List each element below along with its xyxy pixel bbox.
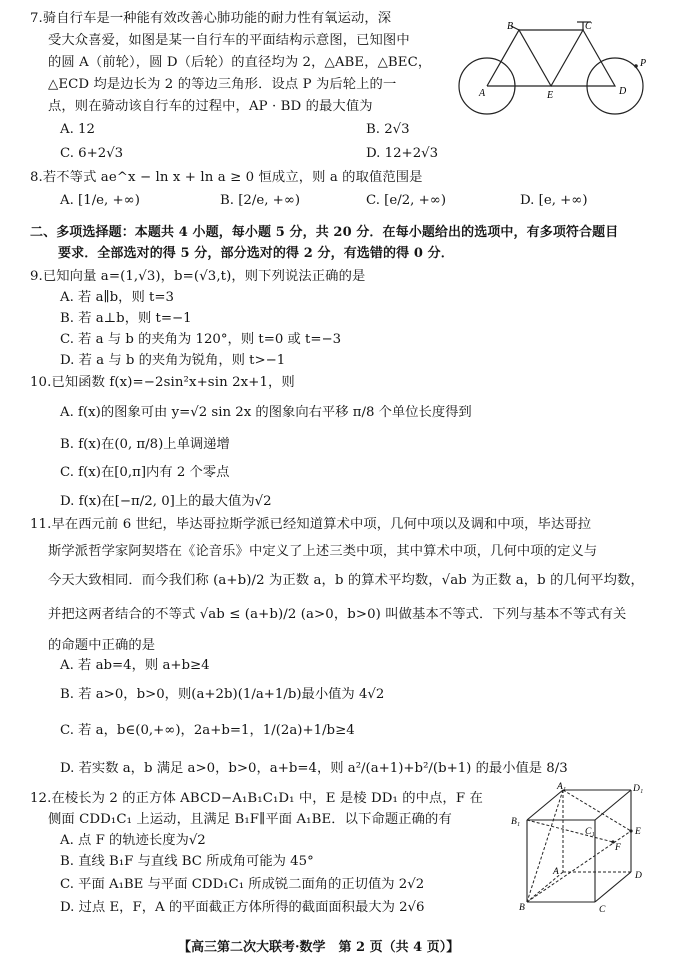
triangle-ecd (551, 30, 615, 86)
q8-stem: 8.若不等式 ae^x − ln x + ln a ≥ 0 恒成立，则 a 的取值范围是 (30, 170, 423, 185)
q10-stem: 10.已知函数 f(x)=−2sin²x+sin 2x+1，则 (30, 375, 295, 390)
q12-option-b: B. 直线 B₁F 与直线 BC 所成角可能为 45° (60, 854, 314, 869)
edge-d1-c1 (595, 790, 631, 820)
triangle-bec (519, 30, 583, 86)
q8-option-b: B. [2/e, +∞) (220, 193, 301, 208)
page-footer: 【高三第二次大联考·数学 第 2 页（共 4 页）】 (178, 940, 460, 955)
line-b-e (527, 831, 631, 902)
label-b: B (507, 21, 514, 32)
label-d1: D₁ (633, 784, 644, 794)
label-b: B (519, 903, 525, 913)
q11-line-4: 并把这两者结合的不等式 √ab ≤ (a+b)/2 (a>0，b>0) 叫做基本不等式．下列与基本不等式有关 (48, 607, 627, 622)
q11-line-2: 斯学派哲学家阿契塔在《论音乐》中定义了上述三类中项，其中算术中项，几何中项的定义与 (48, 544, 598, 559)
q11-line-5: 的命题中正确的是 (48, 638, 156, 653)
label-e: E (547, 90, 554, 101)
edge-a1-b1 (527, 790, 563, 820)
q11-line-1: 11.早在西元前 6 世纪，毕达哥拉斯学派已经知道算术中项，几何中项以及调和中项，毕达哥拉 (30, 517, 592, 532)
line-b1-f (527, 820, 613, 842)
q7-option-b: B. 2√3 (366, 122, 410, 137)
q12-option-a: A. 点 F 的轨迹长度为√2 (60, 833, 206, 848)
bicycle-diagram (455, 8, 655, 120)
q12-option-d: D. 过点 E，F，A 的平面截正方体所得的截面面积最大为 2√6 (60, 900, 425, 915)
label-d: D (619, 86, 627, 97)
q9-option-d: D. 若 a 与 b 的夹角为锐角，则 t>−1 (60, 353, 286, 368)
q8-option-c: C. [e/2, +∞) (366, 193, 447, 208)
q11-option-c: C. 若 a，b∈(0,+∞)，2a+b=1，1/(2a)+1/b≥4 (60, 723, 355, 738)
q8-option-a: A. [1/e, +∞) (60, 193, 140, 208)
q10-option-d: D. f(x)在[−π/2, 0]上的最大值为√2 (60, 494, 272, 509)
label-d: D (635, 871, 642, 881)
label-e: E (635, 827, 641, 837)
line-a1-b (527, 790, 563, 902)
label-a1: A₁ (557, 782, 567, 792)
q9-option-c: C. 若 a 与 b 的夹角为 120°，则 t=0 或 t=−3 (60, 332, 342, 347)
cube-diagram (505, 782, 675, 914)
triangle-abe (487, 30, 551, 86)
section-2-line-1: 二、多项选择题：本题共 4 小题，每小题 5 分，共 20 分．在每小题给出的选项中，有多项符合题目 (30, 225, 619, 240)
q10-option-c: C. f(x)在[0,π]内有 2 个零点 (60, 465, 230, 480)
q10-option-a: A. f(x)的图象可由 y=√2 sin 2x 的图象向右平移 π/8 个单位长度得到 (60, 405, 472, 420)
q11-option-b: B. 若 a>0，b>0，则(a+2b)(1/a+1/b)最小值为 4√2 (60, 687, 385, 702)
q10-option-b: B. f(x)在(0, π/8)上单调递增 (60, 437, 230, 452)
q9-stem: 9.已知向量 a=(1,√3)，b=(√3,t)，则下列说法正确的是 (30, 269, 366, 284)
q7-line-3: 的圆 A（前轮），圆 D（后轮）的直径均为 2，△ABE，△BEC， (48, 55, 432, 70)
label-b1: B₁ (511, 817, 521, 827)
q8-option-d: D. [e, +∞) (520, 193, 588, 208)
label-c: C (599, 905, 606, 914)
q9-option-a: A. 若 a∥b，则 t=3 (60, 290, 174, 305)
point-p (634, 64, 638, 68)
q7-line-2: 受大众喜爱，如图是某一自行车的平面结构示意图，已知图中 (48, 33, 410, 48)
q11-option-d: D. 若实数 a，b 满足 a>0，b>0，a+b=4，则 a²/(a+1)+b²/(b+1) 的最小值是 8/3 (60, 761, 568, 776)
edge-d-c (595, 872, 631, 902)
q7-line-4: △ECD 均是边长为 2 的等边三角形．设点 P 为后轮上的一 (48, 77, 397, 92)
point-e (629, 829, 632, 832)
q9-option-b: B. 若 a⊥b，则 t=−1 (60, 311, 192, 326)
q12-line-1: 12.在棱长为 2 的正方体 ABCD−A₁B₁C₁D₁ 中，E 是棱 DD₁ 的中点，F 在 (30, 791, 483, 806)
label-a: A (553, 867, 559, 877)
q11-line-3: 今天大致相同．而今我们称 (a+b)/2 为正数 a，b 的算术平均数，√ab 为正数 a，b 的几何平均数， (48, 573, 644, 588)
q11-option-a: A. 若 ab=4，则 a+b≥4 (60, 658, 210, 673)
q7-line-5: 点，则在骑动该自行车的过程中，AP · BD 的最大值为 (48, 99, 373, 114)
q7-option-a: A. 12 (60, 122, 95, 137)
label-c1: C₁ (585, 827, 595, 837)
label-f: F (615, 843, 621, 853)
q12-option-c: C. 平面 A₁BE 与平面 CDD₁C₁ 所成锐二面角的正切值为 2√2 (60, 877, 425, 892)
label-p: P (640, 58, 647, 69)
label-c: C (585, 21, 592, 32)
q7-line-1: 7.骑自行车是一种能有效改善心肺功能的耐力性有氧运动，深 (30, 11, 392, 26)
q7-option-d: D. 12+2√3 (366, 146, 439, 161)
q7-option-c: C. 6+2√3 (60, 146, 124, 161)
line-a1-e (563, 790, 631, 831)
section-2-line-2: 要求．全部选对的得 5 分，部分选对的得 2 分，有选错的得 0 分． (58, 246, 454, 261)
q12-line-2: 侧面 CDD₁C₁ 上运动，且满足 B₁F∥平面 A₁BE．以下命题正确的有 (48, 812, 452, 827)
label-a: A (479, 88, 486, 99)
